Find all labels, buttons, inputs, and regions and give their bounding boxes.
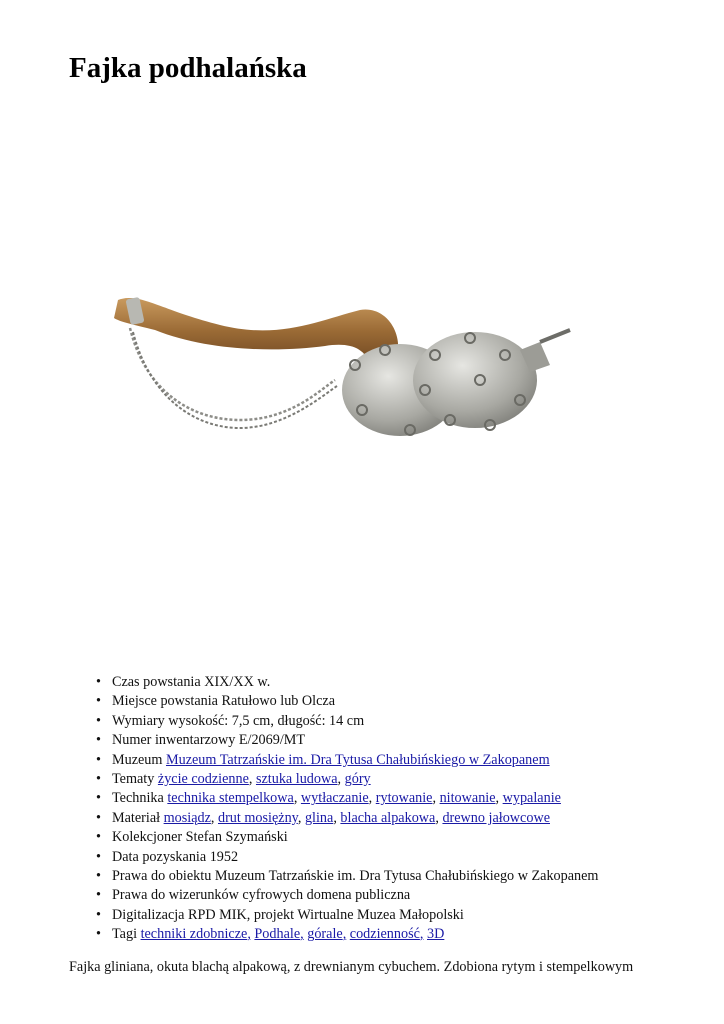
- topic-link[interactable]: góry: [344, 771, 371, 788]
- meta-item: • Tagi techniki zdobnicze, Podhale, górale, codzienność, 3D: [96, 925, 696, 944]
- tag-link[interactable]: codzienność,: [349, 926, 424, 943]
- material-link[interactable]: blacha alpakowa: [340, 809, 436, 826]
- pipe-photo: [100, 270, 600, 490]
- meta-item: • Kolekcjoner Stefan Szymański: [96, 828, 696, 847]
- meta-item: • Numer inwentarzowy E/2069/MT: [96, 731, 696, 750]
- meta-item: • Czas powstania XIX/XX w.: [96, 673, 696, 692]
- meta-item: • Digitalizacja RPD MIK, projekt Wirtualne Muzea Małopolski: [96, 906, 696, 925]
- topic-link[interactable]: sztuka ludowa: [255, 771, 338, 788]
- tag-link[interactable]: 3D: [427, 926, 445, 943]
- tag-link[interactable]: górale,: [307, 926, 347, 943]
- tag-link[interactable]: techniki zdobnicze,: [140, 926, 251, 943]
- meta-item: • Prawa do wizerunków cyfrowych domena publiczna: [96, 886, 696, 905]
- metadata-list: [96, 673, 696, 945]
- museum-link[interactable]: Muzeum Tatrzańskie im. Dra Tytusa Chałubińskiego w Zakopanem: [165, 751, 550, 768]
- material-link[interactable]: drewno jałowcowe: [442, 809, 550, 826]
- meta-item: • Tematy życie codzienne, sztuka ludowa, góry: [96, 770, 696, 789]
- topic-link[interactable]: życie codzienne: [157, 771, 249, 788]
- page-title: Fajka podhalańska: [69, 52, 307, 84]
- description-text: Fajka gliniana, okuta blachą alpakową, z drewnianym cybuchem. Zdobiona rytym i stempelkowym: [69, 959, 634, 975]
- tag-link[interactable]: Podhale,: [254, 926, 304, 943]
- meta-item: • Prawa do obiektu Muzeum Tatrzańskie im. Dra Tytusa Chałubińskiego w Zakopanem: [96, 867, 696, 886]
- meta-item: • Muzeum Muzeum Tatrzańskie im. Dra Tytusa Chałubińskiego w Zakopanem: [96, 751, 696, 770]
- technique-link[interactable]: technika stempelkowa: [167, 790, 294, 807]
- meta-item: • Wymiary wysokość: 7,5 cm, długość: 14 cm: [96, 712, 696, 731]
- technique-link[interactable]: nitowanie: [439, 790, 496, 807]
- technique-link[interactable]: wypalanie: [502, 790, 561, 807]
- material-link[interactable]: glina: [304, 809, 334, 826]
- material-link[interactable]: drut mosiężny: [217, 809, 298, 826]
- meta-item: • Miejsce powstania Ratułowo lub Olcza: [96, 692, 696, 711]
- meta-item: • Materiał mosiądz, drut mosiężny, glina, blacha alpakowa, drewno jałowcowe: [96, 809, 696, 828]
- technique-link[interactable]: wytłaczanie: [300, 790, 369, 807]
- technique-link[interactable]: rytowanie: [375, 790, 433, 807]
- material-link[interactable]: mosiądz: [163, 809, 211, 826]
- meta-item: • Technika technika stempelkowa, wytłaczanie, rytowanie, nitowanie, wypalanie: [96, 789, 696, 808]
- meta-item: • Data pozyskania 1952: [96, 848, 696, 867]
